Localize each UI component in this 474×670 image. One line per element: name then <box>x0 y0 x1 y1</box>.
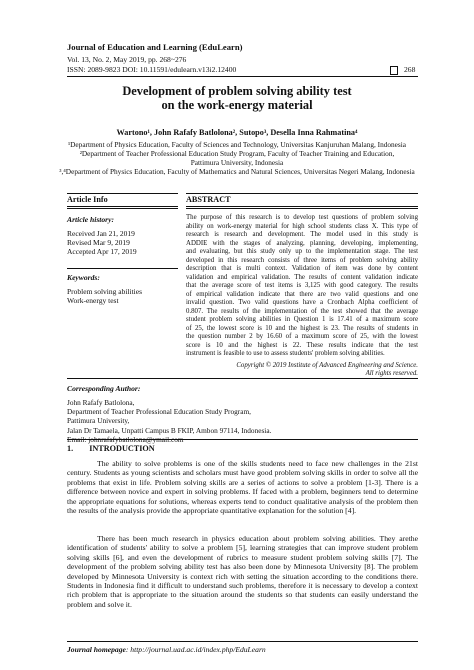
section-title: INTRODUCTION <box>89 444 155 453</box>
abstract-line: developed in this research consists of three items of problem solving ability <box>186 256 418 264</box>
copyright-line: Copyright © 2019 Institute of Advanced Engineering and Science. <box>236 361 418 369</box>
corresponding-department: Department of Teacher Professional Education Study Program, <box>67 407 251 417</box>
abstract-line: validation and empirical validation. The results of content validation indicate <box>186 273 418 281</box>
page-icon <box>390 66 398 75</box>
article-history-heading: Article history: <box>67 215 115 224</box>
affiliation-2: ²Department of Teacher Professional Education Study Program, Faculty of Teacher Training and Education, <box>79 149 395 158</box>
abstract-line: ADDIE with the stages of analyzing, planning, developing, implementing, <box>186 239 418 247</box>
affiliation-3-4: ³,⁴Department of Physics Education, Faculty of Mathematics and Natural Sciences, Universitas Negeri Malang, Indonesia <box>59 167 415 176</box>
affiliation-1: ¹Department of Physics Education, Faculty of Sciences and Technology, Universitas Kanjuruhan Malang, Indonesia <box>67 140 407 149</box>
keyword: Problem solving abilities <box>67 286 142 296</box>
paper-title-line-2: on the work-energy material <box>161 98 313 112</box>
footer-rule <box>67 641 418 642</box>
abstract-line: invalid question. Two valid questions have a Cronbach Alpha coefficient of <box>186 299 418 306</box>
corresponding-name: John Rafafy Batlolona, <box>67 398 135 407</box>
abstract-line: The purpose of this research is to develop test questions of problem solving <box>186 214 418 221</box>
affiliation-2-cont: Pattimura University, Indonesia <box>190 158 284 167</box>
abstract-heading: ABSTRACT <box>186 193 418 207</box>
intro-paragraph-1: The ability to solve problems is one of the skills students need to face new challenges in the 21st century. Students as young scientists and scholars must have good problem solving skills in order to solve all the problems that exist in life. Problem solving skills are a series of actions to solve a problem [1-3]. There is a difference between novice and expert in solving problems. If faced with a problem, beginners tend to determine the appropriate equations for solutions, whereas experts tend to conduct qualitative analysis of the problem then the results of the analysis provide the appropriate quantitative explanation for the solution [4]. <box>67 459 418 516</box>
author-list: Wartono¹, John Rafafy Batlolona², Sutopo³, Desella Inna Rahmatina⁴ <box>116 128 358 137</box>
abstract-body <box>186 214 418 359</box>
abstract-line: 0.807. The results of the implementation of the test showed that the average <box>186 307 418 315</box>
corresponding-rule <box>67 439 418 440</box>
journal-title: Journal of Education and Learning (EduLearn) <box>67 42 243 52</box>
abstract-column <box>186 193 418 379</box>
abstract-line: score is 10 and the highest is 22. These results indicate that the test <box>186 341 418 349</box>
abstract-line: description that is multi context. Validation of item was done by content <box>186 265 418 272</box>
article-info-heading: Article Info <box>67 193 178 207</box>
keyword: Work-energy test <box>67 295 119 305</box>
rights-line: All rights reserved. <box>365 370 418 377</box>
abstract-line: of 25, the lowest score is 10 and the highest is 23. The results of students in <box>186 324 418 332</box>
abstract-line: instrument is feasible to use to assess students' problem solving abilities. <box>186 350 385 357</box>
accepted-date: Accepted Apr 17, 2019 <box>67 247 137 257</box>
corresponding-block <box>67 384 271 444</box>
revised-date: Revised Mar 9, 2019 <box>67 238 130 248</box>
corresponding-address: Jalan Dr Tamaela, Unpatti Campus B FKIP, Ambon 97114, Indonesia. <box>67 425 272 435</box>
corresponding-email: Email: johnrafafybatlolona@ymail.com <box>67 434 184 444</box>
section-heading <box>67 444 155 453</box>
abstract-line: the question number 2 by 16.60 of a maximum score of 25, with the lowest <box>186 333 418 340</box>
intro-paragraph-2: There has been much research in physics education about problem solving abilities. They arethe identification of students' ability to solve a problem [5], learning strategies that can improve student problem solving skills [6], and even the development of rubrics to measure student problem solving skills [7]. The development of the problem solving ability test has also been done by Minnesota University [8]. The problem developed by Minnesota University is context rich with setting the situation according to the conditions there. Students in Indonesia find it difficult to understand such problems, therefore it is necessary to develop a context rich problem that is appropriate to the situation around the students so that students can easily understand the problem and solve it. <box>67 534 418 609</box>
header-rule <box>67 76 418 77</box>
abstract-box-rule <box>67 378 418 379</box>
issn-line: ISSN: 2089-9823 DOI: 10.11591/edulearn.v13i2.12400 <box>67 65 237 74</box>
corresponding-university: Pattimura University, <box>67 416 130 426</box>
corresponding-heading: Corresponding Author: <box>67 384 141 393</box>
paper-title-line-1: Development of problem solving ability test <box>122 84 352 98</box>
abstract-line: research is research and development. The model used in this study is <box>186 231 418 238</box>
volume-line: Vol. 13, No. 2, May 2019, pp. 268~276 <box>67 55 187 64</box>
abstract-line: student problem solving abilities in Question 1 is 17.41 of a maximum score <box>186 316 418 323</box>
abstract-line: that the average score of test items is 3,125 with good category. The results <box>186 282 418 289</box>
section-number: 1. <box>67 444 74 453</box>
article-info-column <box>67 193 178 305</box>
abstract-line: of empirical validation indicate that there are two valid questions and one <box>186 290 418 298</box>
page-number: 268 <box>404 65 416 74</box>
abstract-line: ability on work-energy material for high school students class X. This type of <box>186 222 418 230</box>
keywords-heading: Keywords: <box>67 272 100 282</box>
homepage-url[interactable]: : http://journal.uad.ac.id/index.php/EduLearn <box>125 645 266 654</box>
homepage-label: Journal homepage <box>67 645 126 654</box>
abstract-line: and evaluating, but this study only up to the implementation stage. The test <box>186 248 418 255</box>
journal-homepage <box>67 645 266 654</box>
received-date: Received Jan 21, 2019 <box>67 229 135 238</box>
